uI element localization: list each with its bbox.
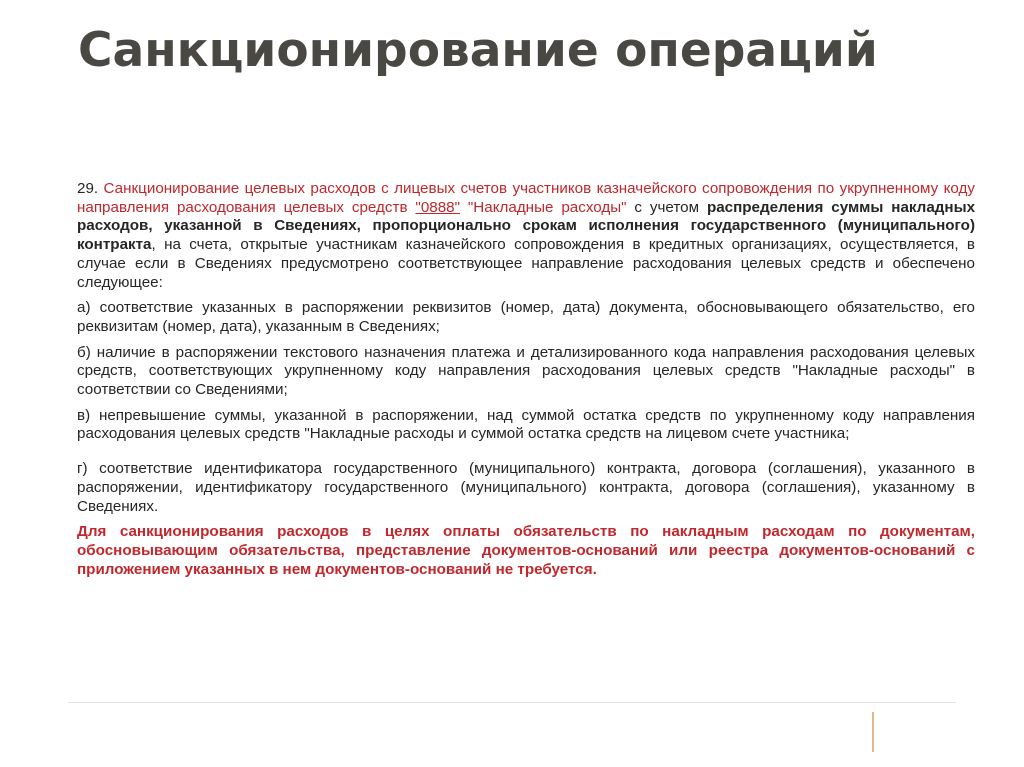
- clause-plain-text-2: , на счета, открытые участникам казначейского сопровождения в кредитных организациях, осуществляется, в случае если в Сведениях предусмотрено соответствующее направление расходования целевых средств и обеспечено следующее:: [77, 236, 975, 291]
- list-item-g: г) соответствие идентификатора государственного (муниципального) контракта, договора (соглашения), указанного в распоряжении, идентификатору государственного (муниципального) контракта, договора (соглашения), указанному в Сведениях.: [77, 460, 975, 515]
- clause-red-text: Санкционирование целевых расходов с лицевых счетов участников казначейского сопровождения по укрупненному коду направления расходования целевых средств: [77, 180, 975, 216]
- list-item-b: б) наличие в распоряжении текстового назначения платежа и детализированного кода направления расходования целевых средств, соответствующих укрупненному коду направления расходования целевых средств "Накладные расходы" в соответствии со Сведениями;: [77, 343, 975, 399]
- list-item-v: в) непревышение суммы, указанной в распоряжении, над суммой остатка средств по укрупненному коду направления расходования целевых средств "Накладные расходы и суммой остатка средств на лицевом счете участника;: [77, 406, 975, 443]
- clause-number: 29.: [77, 180, 104, 197]
- slide-body: [77, 180, 975, 579]
- clause-29: [77, 180, 975, 292]
- list-item-a: а) соответствие указанных в распоряжении реквизитов (номер, дата) документа, обосновывающего обязательство, его реквизитам (номер, дата), указанным в Сведениях;: [77, 299, 975, 335]
- clause-bold-text: распределения суммы накладных расходов, указанной в Сведениях, пропорционально срокам исполнения государственного (муниципального) контракта: [77, 198, 976, 254]
- conclusion-text: Для санкционирования расходов в целях оплаты обязательств по накладным расходам по документам, обосновывающим обязательства, представление документов-оснований или реестра документов-оснований с приложением указанных в нем документов-оснований не требуется.: [77, 523, 975, 578]
- bottom-divider: [68, 702, 956, 703]
- expense-code-name: "Накладные расходы": [460, 198, 627, 216]
- slide-title: Санкционирование операций: [78, 23, 878, 78]
- clause-plain-text: с учетом: [626, 198, 707, 216]
- expense-code: "0888": [415, 198, 460, 216]
- accent-bar: [872, 712, 874, 752]
